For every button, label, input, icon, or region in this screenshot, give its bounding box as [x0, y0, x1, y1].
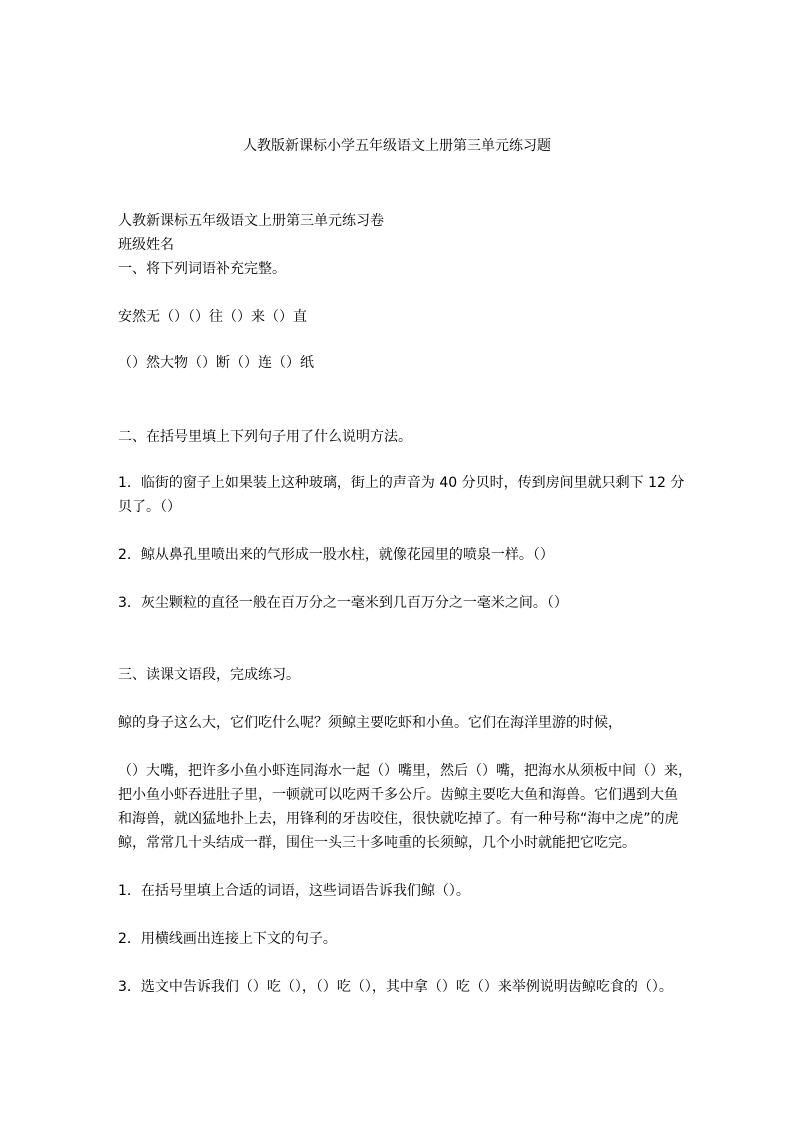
document-title: 人教版新课标小学五年级语文上册第三单元练习题	[243, 138, 551, 154]
section3-q3: 3．选文中告诉我们（）吃（），（）吃（），其中拿（）吃（）来举例说明齿鲸吃食的（）。	[118, 979, 673, 995]
section2-q1-line2: 贝了。（）	[118, 499, 181, 515]
section2-q2: 2．鲸从鼻孔里喷出来的气形成一股水柱，就像花园里的喷泉一样。（）	[118, 547, 554, 563]
section3-q2: 2．用横线画出连接上下文的句子。	[118, 931, 337, 947]
section1-line1: 安然无（）（）往（）来（）直	[118, 309, 307, 325]
document-subtitle: 人教新课标五年级语文上册第三单元练习卷	[118, 213, 384, 229]
section2-heading: 二、在括号里填上下列句子用了什么说明方法。	[118, 429, 412, 445]
section3-passage-line4: 和海兽，就凶猛地扑上去，用锋利的牙齿咬住，很快就吃掉了。有一种号称“海中之虎”的虎	[118, 811, 679, 827]
section2-q3: 3．灰尘颗粒的直径一般在百万分之一毫米到几百万分之一毫米之间。（）	[118, 595, 568, 611]
section3-heading: 三、读课文语段，完成练习。	[118, 667, 300, 683]
section3-q1: 1．在括号里填上合适的词语，这些词语告诉我们鲸（）。	[118, 883, 470, 899]
section3-passage-line3: 把小鱼小虾吞进肚子里，一顿就可以吃两千多公斤。齿鲸主要吃大鱼和海兽。它们遇到大鱼	[118, 787, 678, 803]
section3-passage-line5: 鲸，常常几十头结成一群，围住一头三十多吨重的长须鲸，几个小时就能把它吃完。	[118, 835, 636, 851]
section2-q1-line1: 1．临街的窗子上如果装上这种玻璃，街上的声音为 40 分贝时，传到房间里就只剩下 12 分	[118, 475, 685, 491]
section3-passage-line1: 鲸的身子这么大，它们吃什么呢？须鲸主要吃虾和小鱼。它们在海洋里游的时候，	[118, 715, 622, 731]
section1-heading: 一、将下列词语补充完整。	[118, 261, 286, 277]
section3-passage-line2: （）大嘴，把许多小鱼小虾连同海水一起（）嘴里，然后（）嘴，把海水从须板中间（）来，	[118, 763, 692, 779]
section1-line2: （）然大物（）断（）连（）纸	[118, 355, 314, 371]
class-name-line: 班级姓名	[118, 237, 174, 253]
